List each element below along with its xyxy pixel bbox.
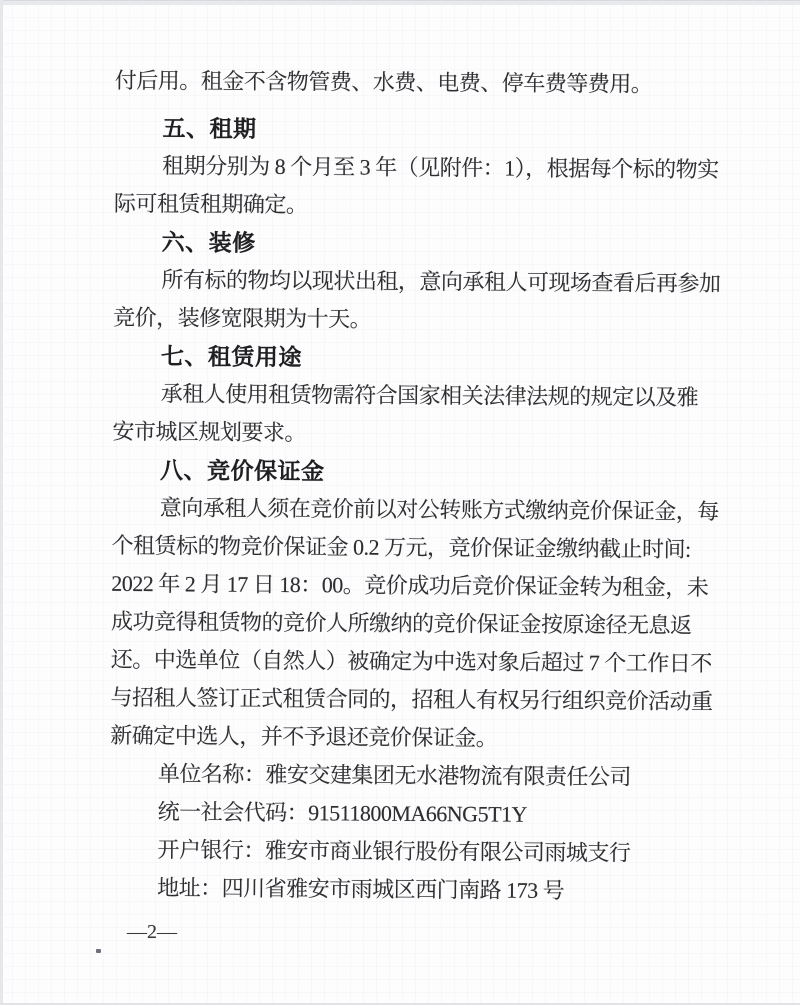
text-line: 付后用。租金不含物管费、水费、电费、停车费等费用。 <box>114 67 653 97</box>
document-body <box>109 62 743 911</box>
text-line: 还。中选单位（自然人）被确定为中选对象后超过 7 个工作日不 <box>110 646 712 676</box>
address-line: 地址：四川省雅安市雨城区西门南路 173 号 <box>157 875 565 903</box>
credit-code-line: 统一社会代码：91511800MA66NG5T1Y <box>157 799 528 827</box>
text-line: 际可租赁租期确定。 <box>113 190 308 218</box>
text-line: 租期分别为 8 个月至 3 年（见附件：1），根据每个标的物实 <box>162 153 719 183</box>
company-name-line: 单位名称：雅安交建集团无水港物流有限责任公司 <box>157 761 632 790</box>
text-line: 新确定中选人，并不予退还竞价保证金。 <box>110 722 498 751</box>
bank-line: 开户银行：雅安市商业银行股份有限公司雨城支行 <box>157 837 631 866</box>
text-line: 个租赁标的物竞价保证金 0.2 万元，竞价保证金缴纳截止时间: <box>111 532 691 562</box>
text-line: 与招租人签订正式租赁合同的，招租人有权另行组织竞价活动重 <box>110 684 713 715</box>
text-line: 所有标的物均以现状出租，意向承租人可现场查看后再参加 <box>161 267 721 297</box>
page-number: —2— <box>127 921 177 943</box>
section-heading: 七、租赁用途 <box>160 343 302 371</box>
text-line: 竞价，装修宽限期为十天。 <box>113 304 372 332</box>
scan-edge-left <box>0 0 3 1005</box>
text-line: 2022 年 2 月 17 日 18：00。竞价成功后竞价保证金转为租金，未 <box>111 570 709 600</box>
text-line: 成功竞得租赁物的竞价人所缴纳的竞价保证金按原途径无息返 <box>110 608 692 638</box>
section-heading: 八、竞价保证金 <box>160 457 325 485</box>
text-line: 安市城区规划要求。 <box>112 418 306 446</box>
section-heading: 六、装修 <box>161 229 256 256</box>
text-line: 意向承租人须在竞价前以对公转账方式缴纳竞价保证金，每 <box>159 495 719 525</box>
text-line: 承租人使用租赁物需符合国家相关法律法规的规定以及雅 <box>160 381 699 410</box>
scan-speck <box>96 949 101 953</box>
section-heading: 五、租期 <box>162 115 257 142</box>
scan-edge-top <box>0 0 800 5</box>
